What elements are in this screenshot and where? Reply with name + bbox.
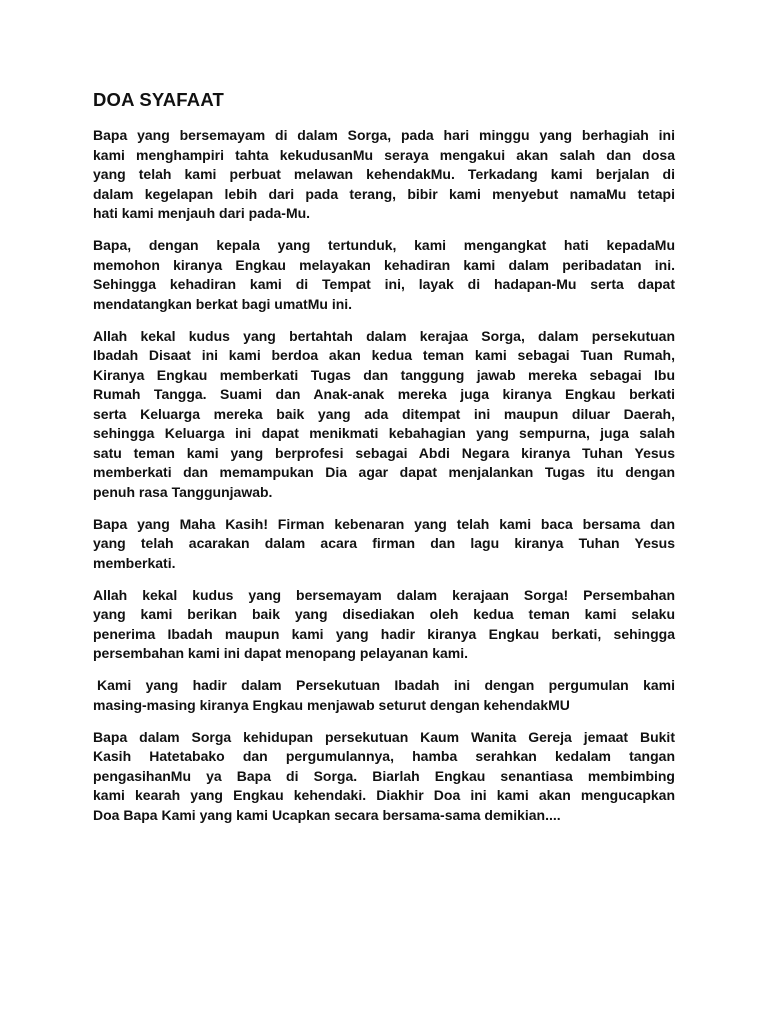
- text-line: mendatangkan berkat bagi umatMu ini.: [93, 295, 353, 312]
- text-line: masing-masing kiranya Engkau menjawab seturut dengan kehendakMU: [93, 696, 570, 713]
- paragraph: [93, 586, 675, 664]
- text-line: penerima Ibadah maupun kami yang hadir kiranya Engkau berkati, sehingga: [93, 625, 675, 642]
- paragraph: [93, 515, 675, 574]
- text-line: Sehingga kehadiran kami di Tempat ini, layak di hadapan-Mu serta dapat: [93, 276, 675, 292]
- text-line: Allah kekal kudus yang bertahtah dalam kerajaa Sorga, dalam persekutuan: [93, 327, 675, 344]
- text-line: penuh rasa Tanggunjawab.: [93, 483, 273, 500]
- text-line: yang telah kami perbuat melawan kehendakMu. Terkadang kami berjalan di: [93, 166, 675, 182]
- paragraph: [93, 327, 675, 503]
- paragraph: [93, 126, 675, 224]
- text-line: Bapa yang Maha Kasih! Firman kebenaran yang telah kami baca bersama dan: [93, 515, 675, 532]
- text-line: dalam kegelapan lebih dari pada terang, bibir kami menyebut namaMu tetapi: [93, 185, 675, 202]
- text-line: Rumah Tangga. Suami dan Anak-anak mereka juga kiranya Engkau berkati: [93, 386, 675, 402]
- text-line: sehingga Keluarga ini dapat menikmati kebahagian yang sempurna, juga salah: [93, 425, 675, 441]
- text-line: Kiranya Engkau memberkati Tugas dan tanggung jawab mereka sebagai Ibu: [93, 366, 675, 383]
- document-title: DOA SYAFAAT: [93, 89, 225, 110]
- paragraph: [93, 728, 675, 826]
- document-page: [93, 88, 675, 838]
- text-line: persembahan kami ini dapat menopang pelayanan kami.: [93, 645, 469, 661]
- text-line: kami kearah yang Engkau kehendaki. Diakhir Doa ini kami akan mengucapkan: [93, 787, 675, 803]
- text-line: kami menghampiri tahta kekudusanMu seraya mengakui akan salah dan dosa: [93, 146, 675, 163]
- text-line: Ibadah Disaat ini kami berdoa akan kedua teman kami sebagai Tuan Rumah,: [93, 347, 675, 363]
- text-line: satu teman kami yang berprofesi sebagai Abdi Negara kiranya Tuhan Yesus: [93, 444, 675, 461]
- text-line: memberkati dan memampukan Dia agar dapat menjalankan Tugas itu dengan: [93, 464, 675, 480]
- text-line: yang kami berikan baik yang disediakan oleh kedua teman kami selaku: [93, 606, 675, 622]
- text-line: hati kami menjauh dari pada-Mu.: [93, 205, 311, 221]
- paragraph: [93, 676, 675, 715]
- text-line: Allah kekal kudus yang bersemayam dalam kerajaan Sorga! Persembahan: [93, 586, 675, 603]
- paragraph: [93, 236, 675, 314]
- text-line: Doa Bapa Kami yang kami Ucapkan secara bersama-sama demikian....: [93, 806, 561, 823]
- text-line: pengasihanMu ya Bapa di Sorga. Biarlah Engkau senantiasa membimbing: [93, 767, 675, 784]
- text-line: yang telah acarakan dalam acara firman dan lagu kiranya Tuhan Yesus: [93, 535, 675, 551]
- text-line: memberkati.: [93, 554, 176, 571]
- text-line: Bapa dalam Sorga kehidupan persekutuan Kaum Wanita Gereja jemaat Bukit: [93, 728, 675, 745]
- text-line: memohon kiranya Engkau melayakan kehadiran kami dalam peribadatan ini.: [93, 256, 675, 273]
- text-line: Bapa, dengan kepala yang tertunduk, kami mengangkat hati kepadaMu: [93, 237, 675, 253]
- document-body: [93, 126, 675, 825]
- text-line: Bapa yang bersemayam di dalam Sorga, pada hari minggu yang berhagiah ini: [93, 127, 675, 143]
- text-line: serta Keluarga mereka baik yang ada ditempat ini maupun diluar Daerah,: [93, 405, 675, 422]
- text-line: Kasih Hatetabako dan pergumulannya, hamba serahkan kedalam tangan: [93, 748, 675, 764]
- text-line: Kami yang hadir dalam Persekutuan Ibadah ini dengan pergumulan kami: [97, 677, 675, 693]
